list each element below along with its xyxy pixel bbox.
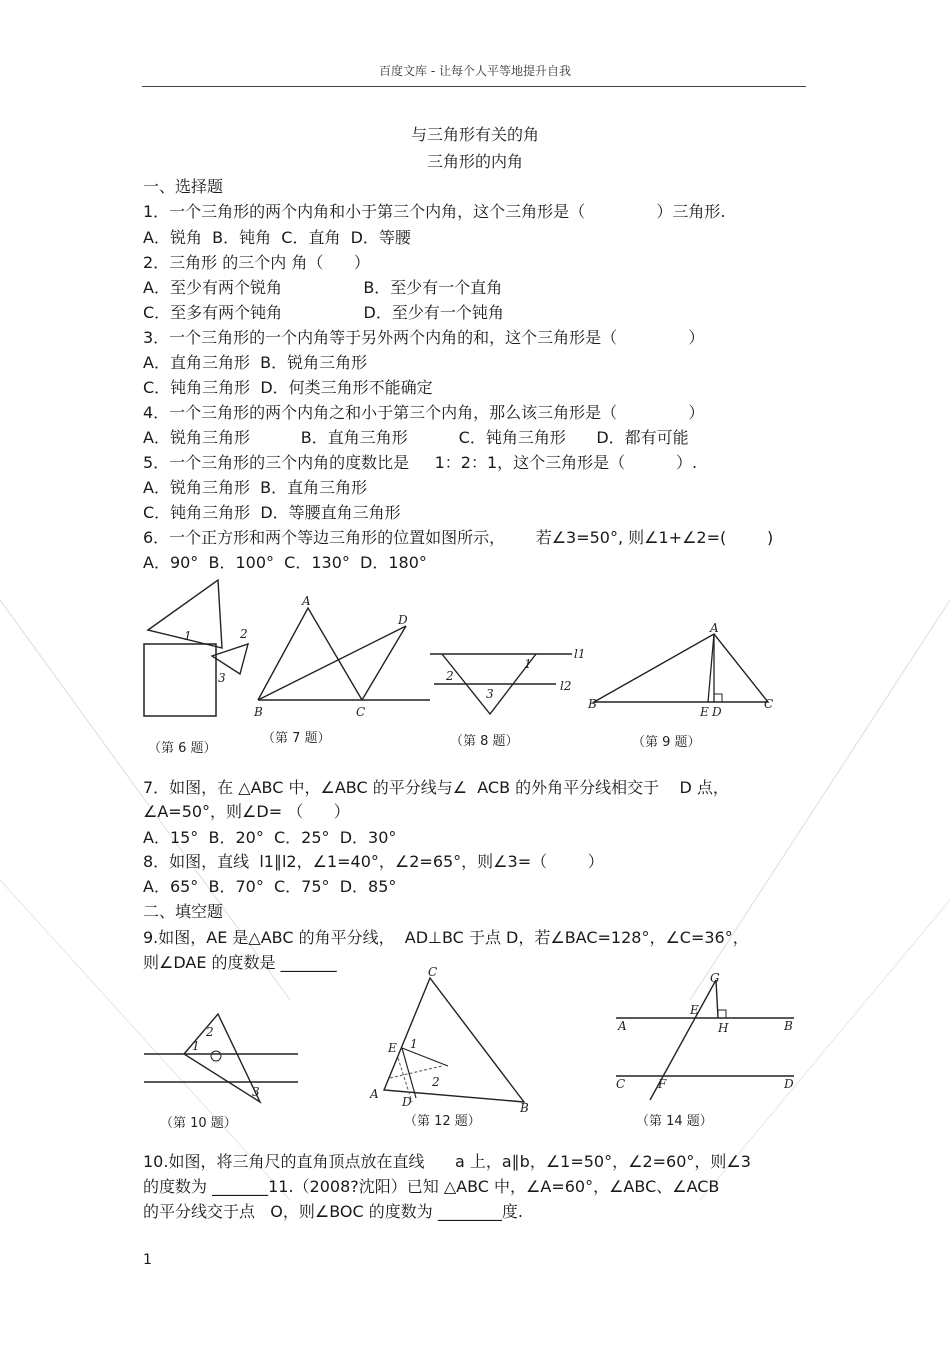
fig12-label: B bbox=[520, 1101, 529, 1115]
fig14-label: C bbox=[616, 1077, 626, 1091]
fig10-label: 2 bbox=[206, 1025, 214, 1039]
figure-12 bbox=[368, 965, 534, 1115]
figure-8 bbox=[428, 642, 590, 722]
question-7-line-1: 7．如图，在 △ABC 中，∠ABC 的平分线与∠ ACB 的外角平分线相交于 D 点， bbox=[143, 778, 729, 797]
fig14-label: B bbox=[784, 1019, 793, 1033]
fig7-label: C bbox=[356, 705, 366, 719]
fig6-triangle-lower bbox=[212, 644, 248, 674]
fig6-square bbox=[144, 644, 216, 716]
caption-figure-7: （第 7 题） bbox=[262, 731, 331, 746]
caption-figure-9: （第 9 题） bbox=[632, 735, 701, 750]
fig12-label: 1 bbox=[410, 1037, 418, 1051]
question-1: 1．一个三角形的两个内角和小于第三个内角，这个三角形是（ ）三角形. bbox=[143, 202, 726, 221]
fig9-bisector-ae bbox=[708, 634, 714, 702]
question-2-options-cd: C．至多有两个钝角 D．至少有一个钝角 bbox=[143, 303, 504, 322]
question-9-line-1: 9.如图，AE 是△ABC 的角平分线， AD⊥BC 于点 D，若∠BAC=128°，∠C=36°， bbox=[143, 928, 749, 947]
question-2: 2．三角形 的三个内 角（ ） bbox=[143, 253, 370, 272]
fig9-label: E bbox=[700, 705, 709, 719]
fig12-triangle bbox=[384, 978, 524, 1102]
fig6-label: 1 bbox=[184, 629, 192, 643]
question-10-line-1: 10.如图，将三角尺的直角顶点放在直线 a 上，a∥b，∠1=50°，∠2=60°，则∠3 bbox=[143, 1152, 751, 1171]
caption-figure-12: （第 12 题） bbox=[404, 1114, 481, 1129]
fig6-label: 3 bbox=[218, 671, 226, 685]
fig7-label: D bbox=[398, 613, 408, 627]
fig14-label: G bbox=[710, 971, 720, 985]
fig7-label: B bbox=[254, 705, 263, 719]
fig10-label: 1 bbox=[192, 1039, 200, 1053]
fig9-label: A bbox=[710, 621, 719, 635]
question-3-options-cd: C．钝角三角形 D．何类三角形不能确定 bbox=[143, 378, 433, 397]
question-5-options-ab: A．锐角三角形 B．直角三角形 bbox=[143, 478, 368, 497]
fig12-label: E bbox=[388, 1041, 397, 1055]
fig12-label: D bbox=[402, 1095, 412, 1109]
question-8: 8．如图，直线 l1∥l2，∠1=40°，∠2=65°，则∠3=（ ） bbox=[143, 852, 604, 871]
fig14-label: E bbox=[690, 1003, 699, 1017]
question-5: 5．一个三角形的三个内角的度数比是 1：2：1，这个三角形是（ ）. bbox=[143, 453, 698, 472]
fig9-label: C bbox=[764, 697, 774, 711]
caption-figure-14: （第 14 题） bbox=[636, 1114, 713, 1129]
fig8-label: l1 bbox=[574, 647, 586, 661]
caption-figure-8: （第 8 题） bbox=[450, 734, 519, 749]
question-7-options: A．15° B．20° C．25° D．30° bbox=[143, 828, 397, 847]
question-1-options: A．锐角 B．钝角 C．直角 D．等腰 bbox=[143, 228, 411, 247]
question-4-options: A．锐角三角形 B．直角三角形 C．钝角三角形 D．都有可能 bbox=[143, 428, 689, 447]
question-2-options-ab: A．至少有两个锐角 B．至少有一个直角 bbox=[143, 278, 503, 297]
fig7-label: A bbox=[302, 594, 311, 608]
fig12-label: 2 bbox=[432, 1075, 440, 1089]
fig14-right-angle-mark bbox=[718, 1010, 726, 1018]
fig10-hole bbox=[211, 1051, 221, 1061]
page-header: 百度文库 - 让每个人平等地提升自我 bbox=[379, 64, 571, 78]
fig8-label: 1 bbox=[524, 657, 532, 671]
fig12-segment bbox=[402, 1048, 448, 1066]
question-6-options: A．90° B．100° C．130° D．180° bbox=[143, 553, 427, 572]
fig10-label: 3 bbox=[252, 1085, 260, 1099]
fig9-label: B bbox=[588, 697, 597, 711]
section-choice-heading: 一、选择题 bbox=[143, 177, 224, 196]
fig14-label: A bbox=[618, 1019, 627, 1033]
header-divider bbox=[142, 86, 806, 87]
document-subtitle: 三角形的内角 bbox=[426, 152, 523, 171]
question-11-line-3: 的平分线交于点 O，则∠BOC 的度数为 ________度. bbox=[143, 1202, 523, 1221]
section-fill-heading: 二、填空题 bbox=[143, 902, 224, 921]
figure-14 bbox=[612, 970, 798, 1104]
fig14-label: H bbox=[718, 1021, 729, 1035]
caption-figure-10: （第 10 题） bbox=[160, 1116, 237, 1131]
fig9-triangle bbox=[594, 634, 768, 702]
question-4: 4．一个三角形的两个内角之和小于第三个内角，那么该三角形是（ ） bbox=[143, 403, 705, 422]
page-number: 1 bbox=[143, 1252, 152, 1268]
fig8-label: 3 bbox=[486, 687, 494, 701]
question-3: 3．一个三角形的一个内角等于另外两个内角的和，这个三角形是（ ） bbox=[143, 328, 705, 347]
fig6-label: 2 bbox=[240, 627, 248, 641]
fig9-label: D bbox=[712, 705, 722, 719]
question-7-line-2: ∠A=50°，则∠D= （ ） bbox=[143, 802, 350, 821]
figure-9 bbox=[586, 622, 778, 722]
question-6: 6．一个正方形和两个等边三角形的位置如图所示， 若∠3=50°, 则∠1+∠2=( ) bbox=[143, 528, 774, 547]
document-title: 与三角形有关的角 bbox=[410, 125, 539, 144]
figure-7 bbox=[250, 592, 432, 724]
question-10-line-2: 的度数为 _______11.（2008?沈阳）已知 △ABC 中，∠A=60°，∠ABC、∠ACB bbox=[143, 1177, 720, 1196]
figure-10 bbox=[140, 1006, 304, 1106]
question-9-line-2: 则∠DAE 的度数是 _______ bbox=[143, 953, 337, 972]
fig12-label: A bbox=[370, 1087, 379, 1101]
question-5-options-cd: C．钝角三角形 D．等腰直角三角形 bbox=[143, 503, 401, 522]
fig10-set-square bbox=[184, 1014, 260, 1102]
fig7-triangle bbox=[258, 608, 362, 700]
fig12-segment-ed bbox=[402, 1048, 416, 1098]
fig14-label: D bbox=[784, 1077, 794, 1091]
fig12-label: C bbox=[428, 965, 438, 979]
caption-figure-6: （第 6 题） bbox=[148, 741, 217, 756]
fig8-label: 2 bbox=[446, 669, 454, 683]
fig14-label: F bbox=[658, 1077, 667, 1091]
fig9-right-angle-mark bbox=[714, 694, 722, 702]
figure-6 bbox=[140, 578, 260, 723]
question-8-options: A．65° B．70° C．75° D．85° bbox=[143, 877, 397, 896]
question-3-options-ab: A．直角三角形 B．锐角三角形 bbox=[143, 353, 368, 372]
fig8-label: l2 bbox=[560, 679, 572, 693]
